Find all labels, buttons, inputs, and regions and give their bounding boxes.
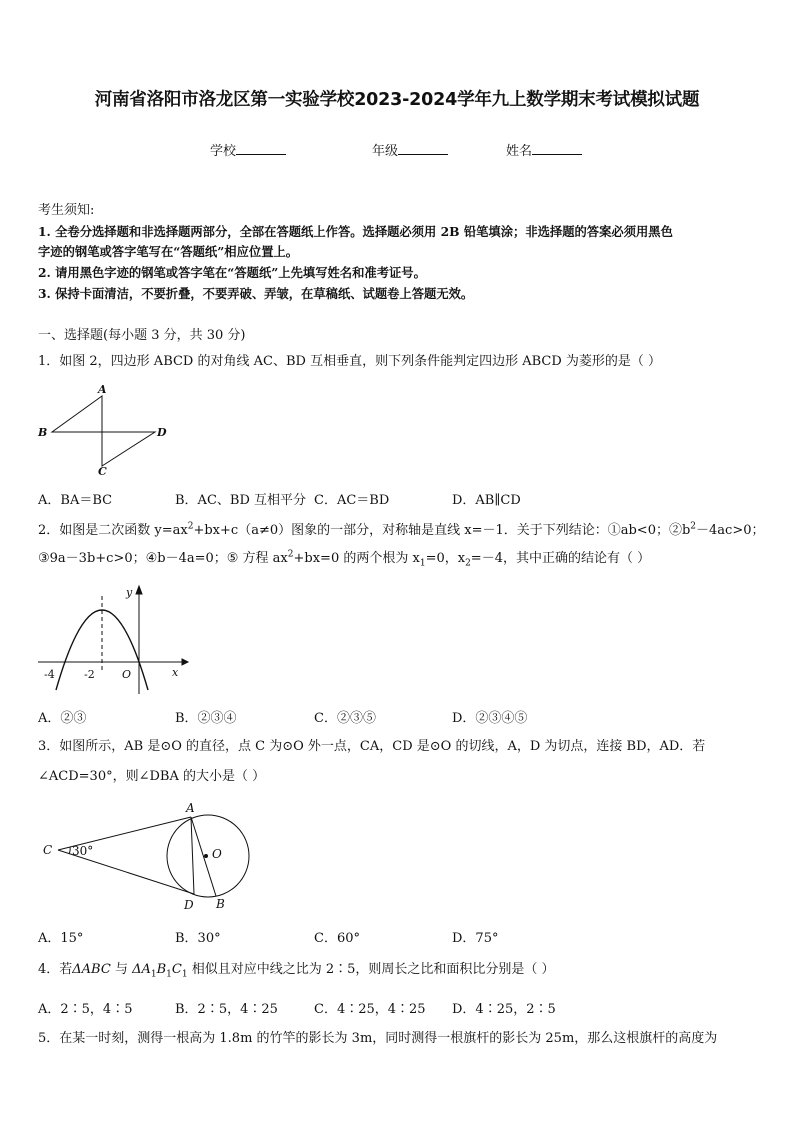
label-c: C <box>43 843 53 857</box>
angle-label: 30° <box>72 844 94 858</box>
notice-line-1b: 字迹的钢笔或答字笔写在“答题纸”相应位置上。 <box>38 244 299 259</box>
q2-option-a: A．②③ <box>38 711 87 726</box>
grade-label: 年级 <box>372 144 399 159</box>
section-heading: 一、选择题(每小题 3 分，共 30 分) <box>38 328 246 343</box>
label-b: B <box>38 426 48 439</box>
name-field <box>506 140 582 159</box>
q4-text: 4．若ΔABC 与 $\Delta A_1B_1C_1$ 相似且对应中线之比为 2∶5，则周长之比和面积比分别是（ ） <box>38 962 555 980</box>
grade-field <box>372 140 448 159</box>
label-o: O <box>212 847 222 861</box>
notice-heading: 考生须知: <box>38 203 95 218</box>
x-axis-arrow <box>182 659 188 665</box>
school-blank <box>236 142 286 155</box>
name-blank <box>532 142 582 155</box>
q1-option-c: C．AC＝BD <box>314 493 390 508</box>
q4-option-d: D．4∶25，2∶5 <box>452 1002 556 1017</box>
angle-arc <box>69 847 70 854</box>
label-a: A <box>98 383 107 396</box>
q2-option-d: D．②③④⑤ <box>452 711 528 726</box>
q1-option-d: D．AB∥CD <box>452 493 521 508</box>
q2-line-1: 2．如图是二次函数 $y=ax^2+bx+c(a\ne 0)$图象的一部分，对称轴是直线 x=－1．关于下列结论：①ab<0；$②b^2-4ac>0$； <box>38 521 765 538</box>
q1-option-b: B．AC、BD 互相平分 <box>175 493 306 508</box>
rhombus-shape <box>52 396 155 466</box>
q1-option-a: A．BA＝BC <box>38 493 113 508</box>
school-field <box>210 140 286 159</box>
q3-option-c: C．60° <box>314 931 360 946</box>
parabola-curve <box>56 610 148 690</box>
label-d: D <box>184 898 194 912</box>
y-axis-arrow <box>136 586 142 594</box>
label-c: C <box>98 465 107 478</box>
label-d: D <box>157 426 167 439</box>
q3-option-b: B．30° <box>175 931 221 946</box>
q1-text: 1．如图 2，四边形 ABCD 的对角线 AC、BD 互相垂直，则下列条件能判定四边形 ABCD 为菱形的是（ ） <box>38 354 662 369</box>
chord-ad <box>191 817 194 894</box>
notice-line-2: 2. 请用黑色字迹的钢笔或答字笔在“答题纸”上先填写姓名和准考证号。 <box>38 265 426 280</box>
q4-option-b: B．2∶5，4∶25 <box>175 1002 278 1017</box>
tick-minus2: -2 <box>84 668 95 681</box>
y-label: y <box>126 586 133 599</box>
q2-option-b: B．②③④ <box>175 711 237 726</box>
label-b: B <box>216 897 225 911</box>
q4-option-a: A．2∶5，4∶5 <box>38 1002 133 1017</box>
exam-title: 河南省洛阳市洛龙区第一实验学校2023-2024学年九上数学期末考试模拟试题 <box>94 90 700 110</box>
q3-line-1: 3．如图所示，AB 是⊙O 的直径，点 C 为⊙O 外一点，CA，CD 是⊙O 的切线，A，D 为切点，连接 BD，AD．若 <box>38 739 706 754</box>
grade-blank <box>398 142 448 155</box>
q2-line-2: ③9a－3b+c>0；④b－4a=0；⑤ 方程 $ax^2+bx=0$ 的两个根为 $x_1=0$，$x_2=-4$，其中正确的结论有（ ） <box>38 549 651 569</box>
q4-option-c: C．4∶25，4∶25 <box>314 1002 426 1017</box>
x-label: x <box>172 666 179 679</box>
tick-minus4: -4 <box>44 668 55 681</box>
q2-parabola-graph <box>36 582 196 694</box>
origin-label: O <box>122 668 132 681</box>
q5-text: 5．在某一时刻，测得一根高为 1.8m 的竹竿的影长为 3m，同时测得一根旗杆的影长为 25m，那么这根旗杆的高度为 <box>38 1031 718 1046</box>
q2-option-c: C．②③⑤ <box>314 711 376 726</box>
school-label: 学校 <box>210 144 237 159</box>
notice-line-3: 3. 保持卡面清洁，不要折叠，不要弄破、弄皱，在草稿纸、试题卷上答题无效。 <box>38 286 474 301</box>
q3-line-2: ∠ACD=30°，则∠DBA 的大小是（ ） <box>38 769 266 784</box>
name-label: 姓名 <box>506 144 533 159</box>
label-a: A <box>186 801 195 815</box>
center-dot <box>204 854 208 858</box>
q3-option-a: A．15° <box>38 931 84 946</box>
notice-line-1a: 1. 全卷分选择题和非选择题两部分，全部在答题纸上作答。选择题必须用 2B 铅笔填涂；非选择题的答案必须用黑色 <box>38 224 673 239</box>
q3-circle-figure <box>36 800 276 912</box>
q3-option-d: D．75° <box>452 931 499 946</box>
q1-rhombus-figure <box>36 384 176 476</box>
